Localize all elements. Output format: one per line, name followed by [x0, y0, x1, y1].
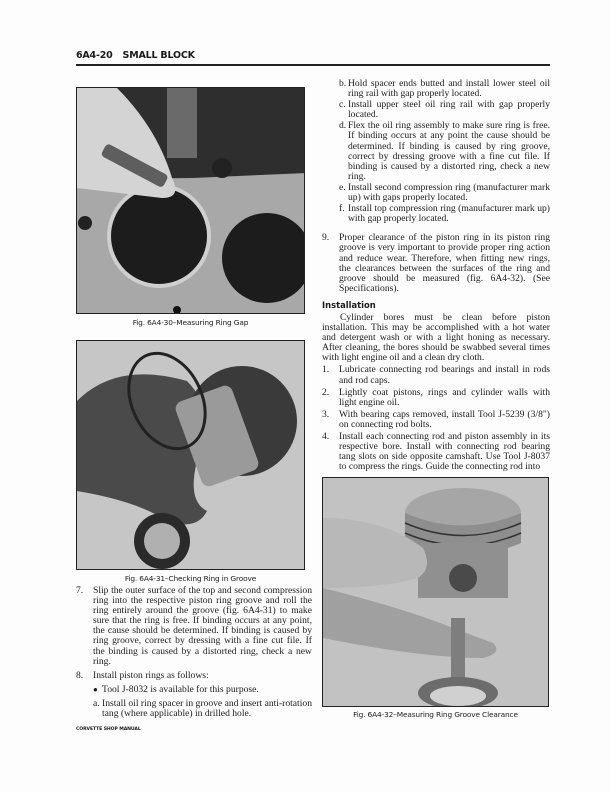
page-number: 6A4-20 [76, 50, 113, 61]
installation-intro: Cylinder bores must be clean before piston installation. This may be accomplished with a hot water and detergent wash or with a light honing as necessary. After cleaning, the bores should be swabbed several times with light engine oil and a clean dry cloth. [322, 311, 550, 364]
install-step-2: 2. Lightly coat pistons, rings and cylinder walls with light engine oil. [322, 386, 550, 408]
figure-6a4-31-caption: Fig. 6A4-31–Checking Ring in Groove [124, 574, 257, 583]
figure-6a4-32-caption: Fig. 6A4-32–Measuring Ring Groove Clearance [353, 710, 518, 719]
step-8a: a. Install oil ring spacer in groove and insert anti-rotation tang (where applicable) in drilled hole. [93, 697, 312, 720]
section-title: SMALL BLOCK [122, 50, 195, 61]
right-column-text [322, 79, 550, 472]
install-step-1: 1. Lubricate connecting rod bearings and install in rods and rod caps. [322, 364, 550, 386]
step-8: 8. Install piston rings as follows: [76, 669, 209, 681]
figure-6a4-31-image [76, 340, 305, 570]
ring-groove-clearance-photo [323, 478, 549, 707]
figure-6a4-32-image [322, 477, 549, 707]
ring-gap-photo [77, 88, 305, 314]
step-9: 9. Proper clearance of the piston ring in its piston ring groove is very important to provide proper ring action and reduce wear. Therefore, when fitting new rings, the clearances between the surfaces of the ring and groove should be measured (fig. 6A4-32). (See Specifications). [322, 232, 550, 294]
ring-in-groove-photo [77, 341, 305, 570]
figure-6a4-30-caption: Fig. 6A4-30–Measuring Ring Gap [132, 318, 249, 327]
header-rule [76, 64, 550, 66]
tool-bullet: ● Tool J-8032 is available for this purpose. [93, 683, 259, 695]
figure-6a4-30-image [76, 87, 305, 314]
page-header [76, 50, 195, 61]
step-8f: f. Install top compression ring (manufacturer mark up) with gap properly located. [339, 203, 550, 225]
step-8e: e. Install second compression ring (manufacturer mark up) with gaps properly located. [339, 181, 550, 204]
left-column-text [76, 586, 312, 719]
step-7: 7. Slip the outer surface of the top and second compression ring into the respective piston ring groove and roll the ring entirely around the groove (fig. 6A4-31) to make sure that the ring is free. If binding occurs at any point, the cause should be determined. If binding is caused by ring groove, correct by dressing with a fine cut file. If the binding is caused by a distorted ring, check a new ring. [76, 585, 312, 667]
page-footer: CORVETTE SHOP MANUAL [76, 727, 141, 732]
step-8d: d. Flex the oil ring assembly to make sure ring is free. If binding occurs at any point the cause should be determined. If binding is caused by ring groove, correct by dressing groove with a fine cut file. If binding is caused by a distorted ring, check a new ring. [339, 120, 550, 182]
step-8b: b. Hold spacer ends butted and install lower steel oil ring rail with gap properly located. [339, 78, 550, 100]
step-8c: c. Install upper steel oil ring rail with gap properly located. [339, 99, 550, 121]
bullet-icon: ● [93, 684, 98, 694]
install-step-4: 4. Install each connecting rod and piston assembly in its respective bore. Install with connecting rod bearing tang slots on side opposite camshaft. Use Tool J-8037 to compress the rings. Guide the connecting rod into [322, 431, 550, 473]
install-step-3: 3. With bearing caps removed, install Tool J-5239 (3/8") on connecting rod bolts. [322, 408, 550, 430]
installation-heading: Installation [322, 299, 376, 310]
